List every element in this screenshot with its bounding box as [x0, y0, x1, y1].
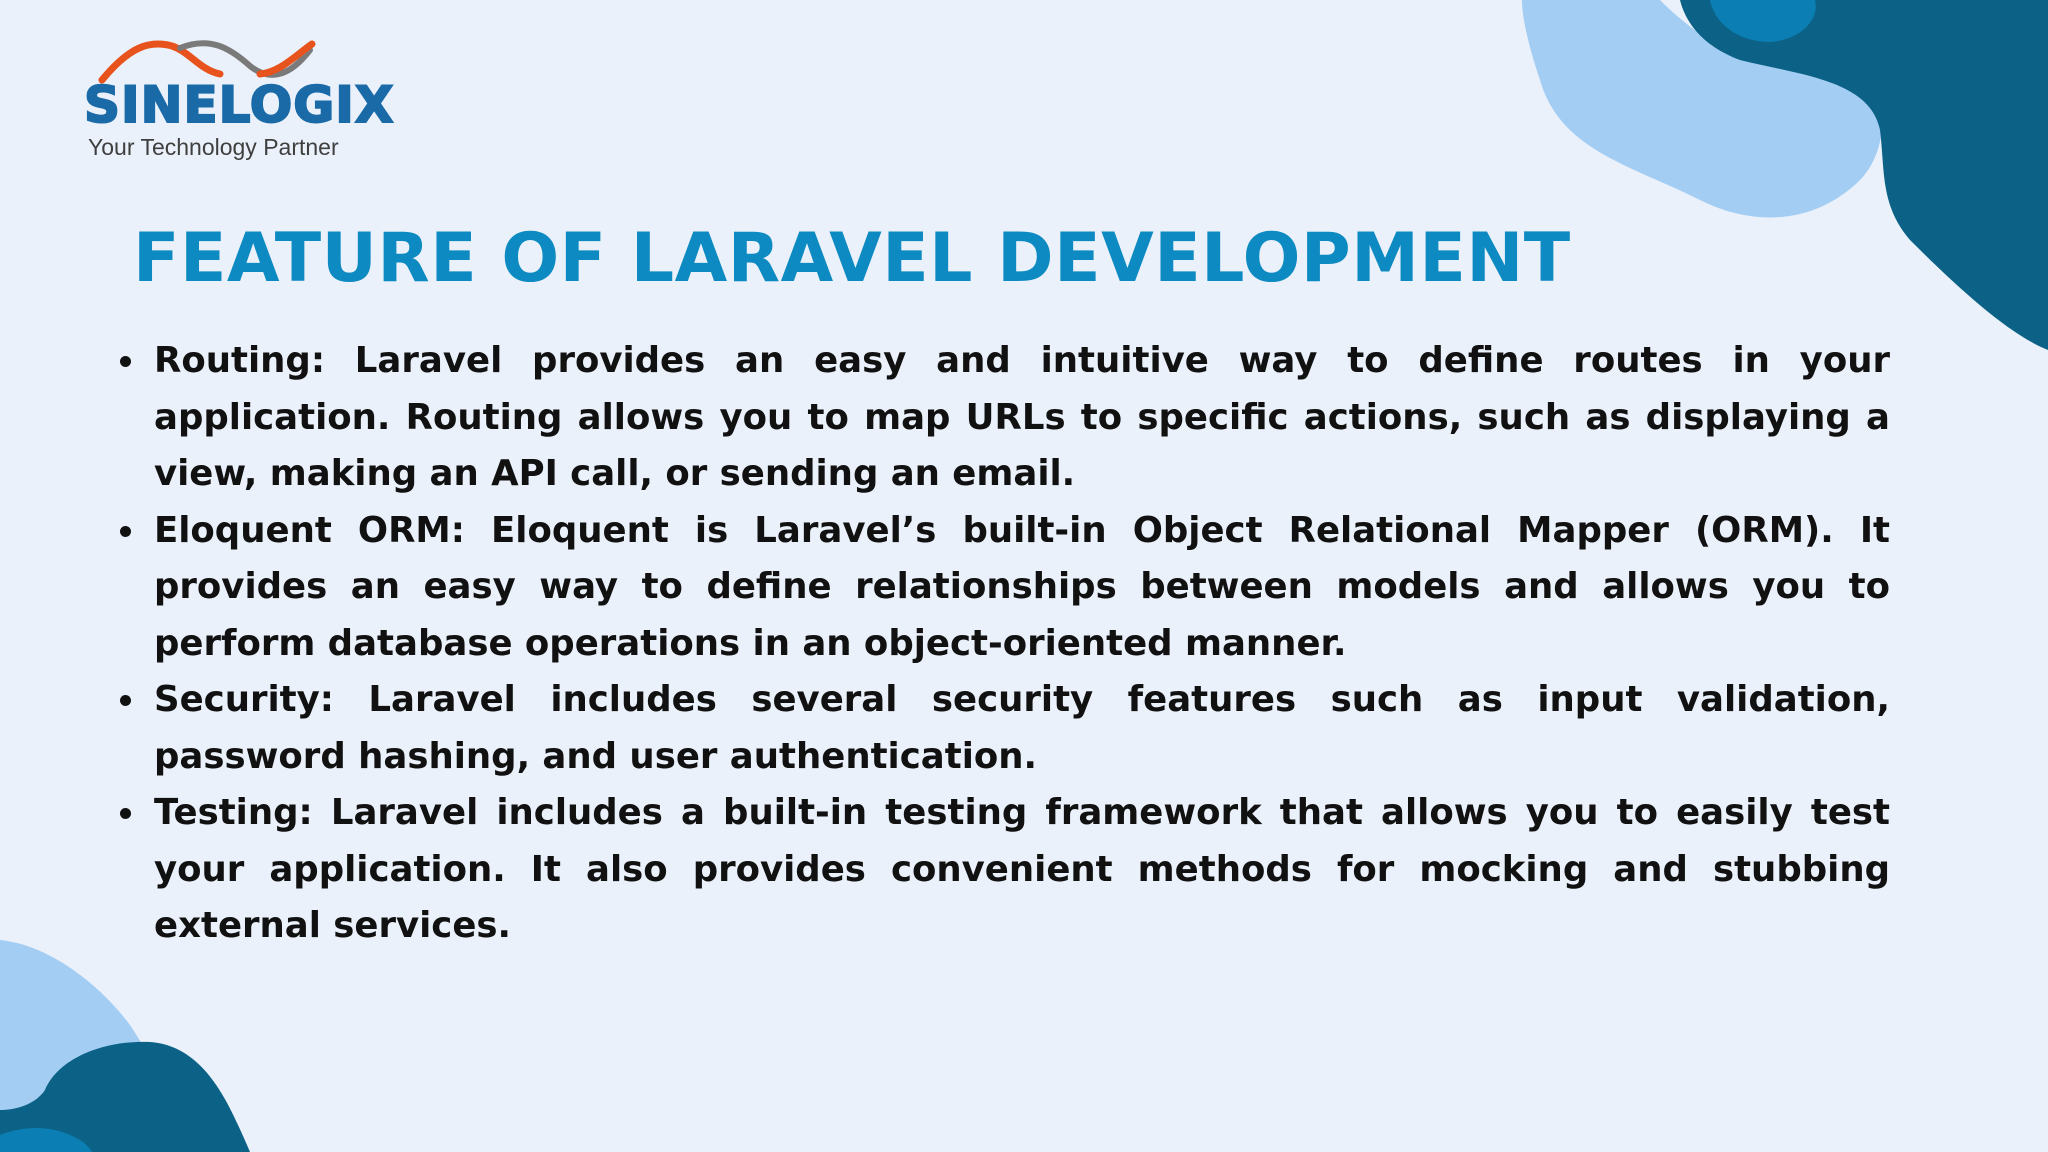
bullet-icon [120, 526, 131, 537]
company-logo [80, 36, 395, 166]
bullet-icon [120, 695, 131, 706]
feature-text: Eloquent ORM: Eloquent is Laravel’s built-in Object Relational Mapper (ORM). It provides an easy way to define relationships between models and allows you to perform database operations in an object-oriented manner. [154, 509, 1890, 664]
feature-item-eloquent-orm [110, 503, 1890, 673]
logo-tagline: Your Technology Partner [88, 134, 339, 160]
logo-wordmark: SINELOGIX [84, 76, 395, 134]
bullet-icon [120, 356, 131, 367]
bullet-icon [120, 808, 131, 819]
feature-text: Security: Laravel includes several security features such as input validation, password hashing, and user authentication. [154, 679, 1890, 777]
feature-item-testing [110, 785, 1890, 955]
feature-text: Routing: Laravel provides an easy and intuitive way to define routes in your application. Routing allows you to map URLs to specific actions, such as displaying a view, making an API call, or sending an email. [154, 340, 1890, 494]
feature-text: Testing: Laravel includes a built-in testing framework that allows you to easily test your application. It also provides convenient methods for mocking and stubbing external services. [154, 792, 1890, 946]
feature-list [110, 333, 1890, 955]
feature-item-routing [110, 333, 1890, 503]
page-title: FEATURE OF LARAVEL DEVELOPMENT [133, 219, 1571, 298]
feature-item-security [110, 672, 1890, 785]
